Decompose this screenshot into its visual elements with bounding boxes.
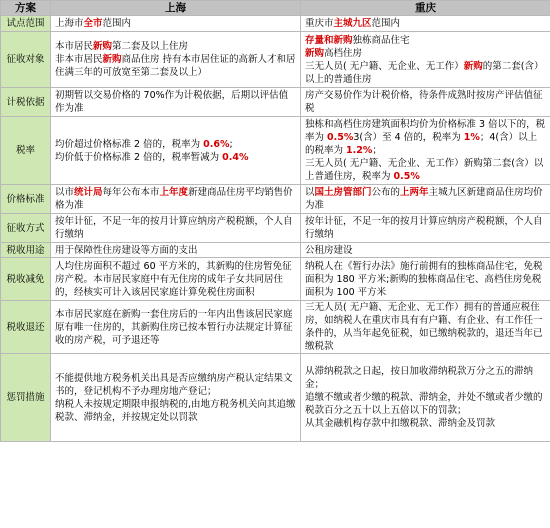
cell-text: 均价超过价格标准 2 倍的，税率为 — [55, 138, 204, 150]
row-label: 试点范围 — [1, 16, 51, 32]
table-row-tax-basis — [1, 88, 550, 117]
highlight-text: 上年度 — [159, 187, 189, 198]
shanghai-cell — [51, 185, 301, 214]
chongqing-cell — [301, 258, 550, 301]
highlight-text: 新购 — [93, 41, 113, 52]
table-row-exemption — [1, 258, 550, 301]
cell-text: 本市居民 — [55, 41, 94, 52]
cell-text: 高档住房 — [324, 47, 363, 59]
shanghai-cell — [51, 243, 301, 258]
cell-text: ； — [372, 145, 382, 156]
cell-paragraph — [305, 244, 546, 257]
table-row-collection — [1, 214, 550, 243]
cell-paragraph — [305, 301, 546, 353]
cell-text: 上海市 — [55, 18, 84, 29]
cell-text: 三无人员( 无户籍、无企业、无工作）新购第二套(含）以上普通住房，税率为 — [305, 158, 544, 182]
cell-text: 范围内 — [102, 18, 132, 29]
shanghai-cell — [51, 32, 301, 88]
highlight-text: 0.6% — [203, 138, 230, 150]
shanghai-cell — [51, 16, 301, 32]
highlight-text: 1% — [463, 132, 480, 143]
highlight-text: 全市 — [83, 18, 103, 29]
cell-paragraph — [55, 215, 296, 241]
highlight-text: 0.5% — [393, 171, 420, 182]
table-body — [1, 16, 550, 442]
cell-paragraph — [305, 417, 546, 430]
cell-paragraph — [305, 89, 546, 115]
cell-paragraph — [55, 53, 296, 79]
highlight-text: 统计局 — [74, 187, 103, 198]
shanghai-cell — [51, 354, 301, 442]
shanghai-cell — [51, 88, 301, 117]
highlight-text: 新购 — [102, 54, 122, 65]
cell-text: 用于保障性住房建设等方面的支出 — [55, 244, 198, 256]
cell-text: 主城九区新建商品住房均价为准 — [305, 187, 543, 211]
cell-text: 以 — [305, 187, 315, 198]
chongqing-cell — [301, 301, 550, 354]
row-label: 税收用途 — [1, 243, 51, 258]
cell-paragraph — [55, 244, 296, 257]
cell-paragraph — [55, 17, 296, 30]
cell-paragraph — [55, 308, 296, 347]
shanghai-cell — [51, 258, 301, 301]
cell-text: 以市 — [55, 187, 75, 198]
table-row-scope — [1, 16, 550, 32]
cell-text: 人均住房面积不超过 60 平方米的，其新购的住房暂免征房产税。本市居民家庭中有无住房的成年子女共同居住的，经核实可计入该居民家庭计算免税住房面积 — [55, 260, 292, 298]
row-label: 税收减免 — [1, 258, 51, 301]
chongqing-cell — [301, 185, 550, 214]
highlight-text: 上两年 — [400, 187, 429, 198]
cell-text: 从其金融机构存款中扣缴税款、滞纳金及罚款 — [305, 418, 496, 429]
cell-paragraph — [55, 398, 296, 424]
cell-paragraph — [305, 391, 546, 417]
chongqing-cell — [301, 354, 550, 442]
highlight-text: 新购 — [463, 60, 483, 72]
cell-paragraph — [305, 365, 546, 391]
row-label: 惩罚措施 — [1, 354, 51, 442]
cell-text: ; — [229, 138, 233, 150]
shanghai-cell — [51, 214, 301, 243]
cell-text: 房产交易价作为计税价格，待条件成熟时按房产评估值征税 — [305, 90, 543, 114]
cell-paragraph — [305, 157, 546, 183]
cell-paragraph — [305, 186, 546, 212]
cell-text: 按年计征，不足一年的按月计算应纳房产税税额，个人自行缴纳 — [55, 216, 293, 240]
shanghai-cell — [51, 301, 301, 354]
cell-paragraph — [305, 60, 546, 86]
header-shanghai: 上海 — [51, 1, 301, 16]
cell-text: 三无人员( 无户籍、无企业、无工作）拥有的普通应税住房，如纳税人在重庆市具有有户籍、有企业、有工作任一条件的，从当年起免征税，如已缴纳税款的，退还当年已缴税款 — [305, 302, 543, 352]
highlight-text: 0.5% — [327, 132, 354, 143]
table-row-usage — [1, 243, 550, 258]
row-label: 税收退还 — [1, 301, 51, 354]
cell-text: 重庆市 — [305, 18, 334, 29]
cell-paragraph — [55, 151, 296, 164]
row-label: 征收方式 — [1, 214, 51, 243]
cell-text: 商品住房 持有本市居住证的高新人才和居住满三年的可放宽至第二套及以上） — [55, 54, 296, 78]
table-row-penalty — [1, 354, 550, 442]
highlight-text: 存量和新购 — [305, 34, 353, 46]
cell-paragraph — [55, 89, 296, 115]
cell-paragraph — [55, 260, 296, 299]
chongqing-cell — [301, 214, 550, 243]
cell-text: 每年公布本市 — [102, 187, 160, 198]
row-label: 价格标准 — [1, 185, 51, 214]
cell-text: ；4(含）以上的税率为 — [305, 132, 538, 156]
cell-paragraph — [305, 260, 546, 299]
row-label: 计税依据 — [1, 88, 51, 117]
cell-text: 纳税人未按规定期限申报纳税的,由地方税务机关向其追缴税款、滞纳金，并按规定处以罚款 — [55, 398, 296, 423]
cell-text: 第二套及以上住房 — [112, 41, 189, 52]
cell-text: 非本市居民 — [55, 54, 103, 65]
highlight-text: 新购 — [305, 47, 325, 59]
cell-text: 追缴不缴或者少缴的税款、滞纳金，并处不缴或者少缴的税款百分之五十以上五倍以下的罚款； — [305, 392, 543, 416]
cell-paragraph — [55, 138, 296, 151]
table-row-tax-rate — [1, 117, 550, 185]
row-label: 税率 — [1, 117, 51, 185]
shanghai-cell — [51, 117, 301, 185]
cell-text: 新建商品住房平均销售价格为准 — [55, 187, 293, 211]
table-row-price-standard — [1, 185, 550, 214]
highlight-text: 0.4% — [222, 151, 249, 163]
cell-text: 从滞纳税款之日起，按日加收滞纳税款万分之五的滞纳金； — [305, 366, 534, 390]
cell-text: 公布的 — [371, 187, 401, 198]
chongqing-cell — [301, 16, 550, 32]
cell-text: 纳税人在《暂行办法》施行前拥有的独栋商品住宅，免税面积为 180 平方米;新购的独栋商品住宅、高档住房免税面积为 100 平方米 — [305, 260, 543, 298]
cell-paragraph — [55, 40, 296, 53]
chongqing-cell — [301, 88, 550, 117]
row-label: 征收对象 — [1, 32, 51, 88]
cell-text: 不能提供地方税务机关出具是否应缴纳房产税认定结果文书的，登记机构不予办理房地产登记； — [55, 372, 293, 397]
table-row-refund — [1, 301, 550, 354]
highlight-text: 国土房管部门 — [314, 187, 372, 198]
cell-text: 3(含）至 4 倍的，税率为 — [353, 132, 464, 143]
cell-text: 三无人员( 无户籍、无企业、无工作） — [305, 60, 464, 72]
cell-paragraph — [55, 372, 296, 398]
chongqing-cell — [301, 32, 550, 88]
header-chongqing: 重庆 — [301, 1, 550, 16]
header-row — [1, 1, 550, 16]
cell-text: 公租房建设 — [305, 244, 353, 256]
cell-text: 按年计征，不足一年的按月计算应纳房产税税额，个人自行缴纳 — [305, 216, 543, 240]
cell-text: 的第二套(含）以上的普通住房 — [305, 60, 544, 85]
header-scheme: 方案 — [1, 1, 51, 16]
highlight-text: 主城九区 — [333, 18, 372, 29]
table-row-target — [1, 32, 550, 88]
chongqing-cell — [301, 117, 550, 185]
cell-paragraph — [55, 186, 296, 212]
cell-text: 独栋商品住宅 — [352, 34, 410, 46]
cell-text: 均价低于价格标准 2 倍的，税率暂减为 — [55, 151, 223, 163]
cell-text: 独栋和高档住房建筑面积均价为价格标准 3 倍以下的，税率为 — [305, 119, 546, 143]
cell-text: 范围内 — [371, 18, 401, 29]
cell-paragraph — [305, 47, 546, 60]
cell-paragraph — [305, 118, 546, 157]
cell-paragraph — [305, 215, 546, 241]
cell-text: 初期暂以交易价格的 70%作为计税依据，后期以评估值作为准 — [55, 90, 289, 114]
cell-paragraph — [305, 17, 546, 30]
highlight-text: 1.2% — [346, 145, 373, 156]
chongqing-cell — [301, 243, 550, 258]
cell-text: 本市居民家庭在新购一套住房后的一年内出售该居民家庭原有唯一住房的，其新购住房已按本暂行办法规定计算征收的房产税，可予退还等 — [55, 308, 293, 346]
cell-paragraph — [305, 34, 546, 47]
